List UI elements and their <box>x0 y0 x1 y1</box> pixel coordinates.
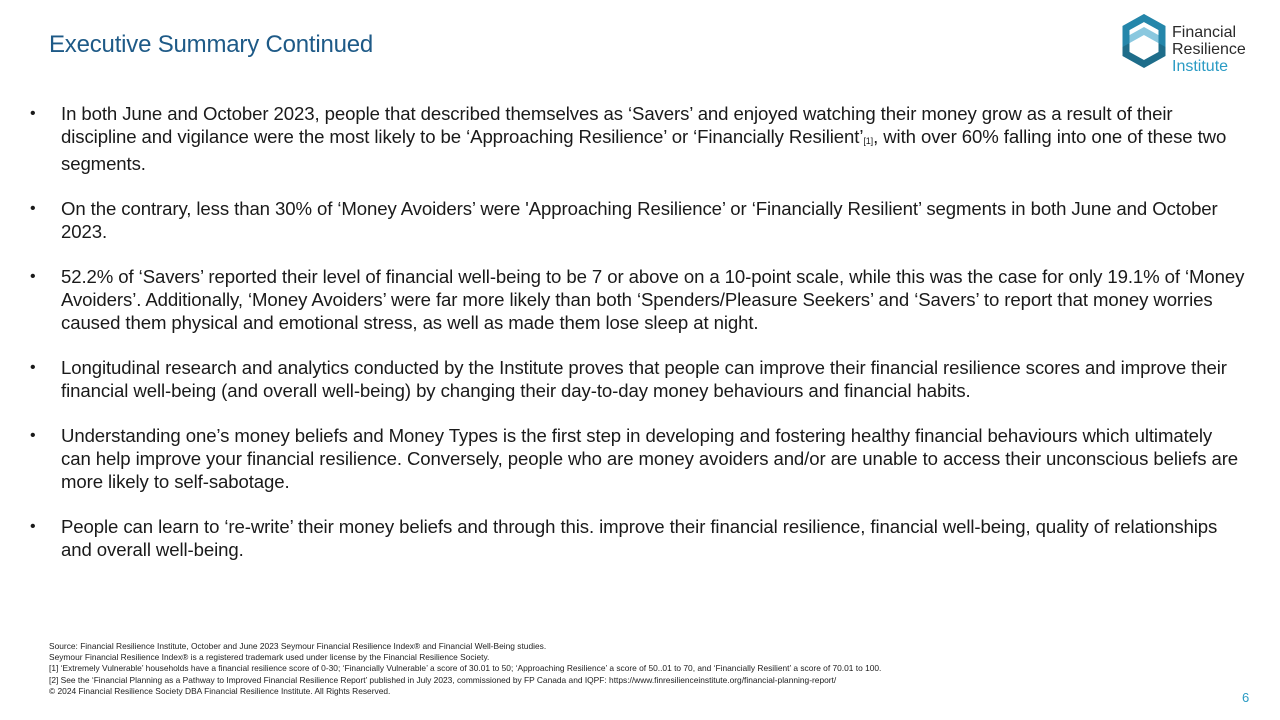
bullet-dot-icon: • <box>30 268 36 285</box>
bullet-dot-icon: • <box>30 105 36 122</box>
bullet-item <box>30 356 1245 402</box>
bullet-text: On the contrary, less than 30% of ‘Money Avoiders’ were 'Approaching Resilience’ or ‘Financially Resilient’ segments in both June and October 2023. <box>61 198 1218 242</box>
bullet-item <box>30 102 1245 175</box>
bullet-dot-icon: • <box>30 200 36 217</box>
bullet-item <box>30 424 1245 493</box>
footnote-source: Source: Financial Resilience Institute, October and June 2023 Seymour Financial Resilience Index® and Financial Well-Being studies. <box>49 641 547 651</box>
footnote-1: [1] ‘Extremely Vulnerable’ households have a financial resilience score of 0-30; ‘Financially Vulnerable’ a score of 30.01 to 50; ‘Approaching Resilience’ a score of 50..01 to 70, and ‘Financially Resilient’ a score of 70.01 to 100. <box>49 663 882 674</box>
bullet-text: People can learn to ‘re-write’ their money beliefs and through this. improve their financial resilience, financial well-being, quality of relationships and overall well-being. <box>61 516 1218 560</box>
footnote-ref: [1] <box>863 136 874 146</box>
bullet-text: Understanding one’s money beliefs and Money Types is the first step in developing and fostering healthy financial behaviours which ultimately can help improve your financial resilience. Conversely, people who are money avoiders and/or are unable to access their unconscious beliefs are more likely to self-sabotage. <box>61 425 1239 492</box>
footnotes <box>49 641 1199 697</box>
bullet-text: In both June and October 2023, people that described themselves as ‘Savers’ and enjoyed watching their money grow as a result of their discipline and vigilance were the most likely to be ‘Approaching Resilience’ or ‘Financially Resilient’ <box>61 103 1173 147</box>
footnote-trademark: Seymour Financial Resilience Index® is a registered trademark used under license by the Financial Resilience Society. <box>49 652 490 663</box>
copyright: © 2024 Financial Resilience Society DBA Financial Resilience Institute. All Rights Reserved. <box>49 685 391 696</box>
logo-line-1: Financial <box>1172 24 1237 41</box>
bullet-dot-icon: • <box>30 518 36 535</box>
summary-bullet-list <box>30 102 1245 583</box>
bullet-item <box>30 265 1245 334</box>
bullet-item <box>30 197 1245 243</box>
logo-line-3: Institute <box>1172 58 1229 75</box>
footnote-2: [2] See the ‘Financial Planning as a Pathway to Improved Financial Resilience Report’ published in July 2023, commissioned by FP Canada and IQPF: https://www.finresilienceinstitute.org/financial-planning-report/ <box>49 674 837 685</box>
bullet-item <box>30 515 1245 561</box>
institute-logo <box>1120 14 1270 84</box>
hexagon-logo-icon <box>1120 14 1168 70</box>
bullet-dot-icon: • <box>30 359 36 376</box>
bullet-dot-icon: • <box>30 427 36 444</box>
bullet-text: Longitudinal research and analytics conducted by the Institute proves that people can improve their financial resilience scores and improve their financial well-being (and overall well-being) by changing their day-to-day money behaviours and financial habits. <box>61 357 1227 401</box>
bullet-text: 52.2% of ‘Savers’ reported their level of financial well-being to be 7 or above on a 10-point scale, while this was the case for only 19.1% of ‘Money Avoiders’. Additionally, ‘Money Avoiders’ were far more likely than both ‘Spenders/Pleasure Seekers’ and ‘Savers’ to report that money worries caused them physical and emotional stress, as well as made them lose sleep at night. <box>61 266 1245 333</box>
logo-line-2: Resilience <box>1172 41 1246 58</box>
logo-wordmark <box>1172 24 1246 75</box>
bullet-text-continued: , with over 60% falling into one of these two segments. <box>61 126 1227 174</box>
page-number: 6 <box>1242 690 1250 705</box>
slide-title: Executive Summary Continued <box>49 31 374 58</box>
